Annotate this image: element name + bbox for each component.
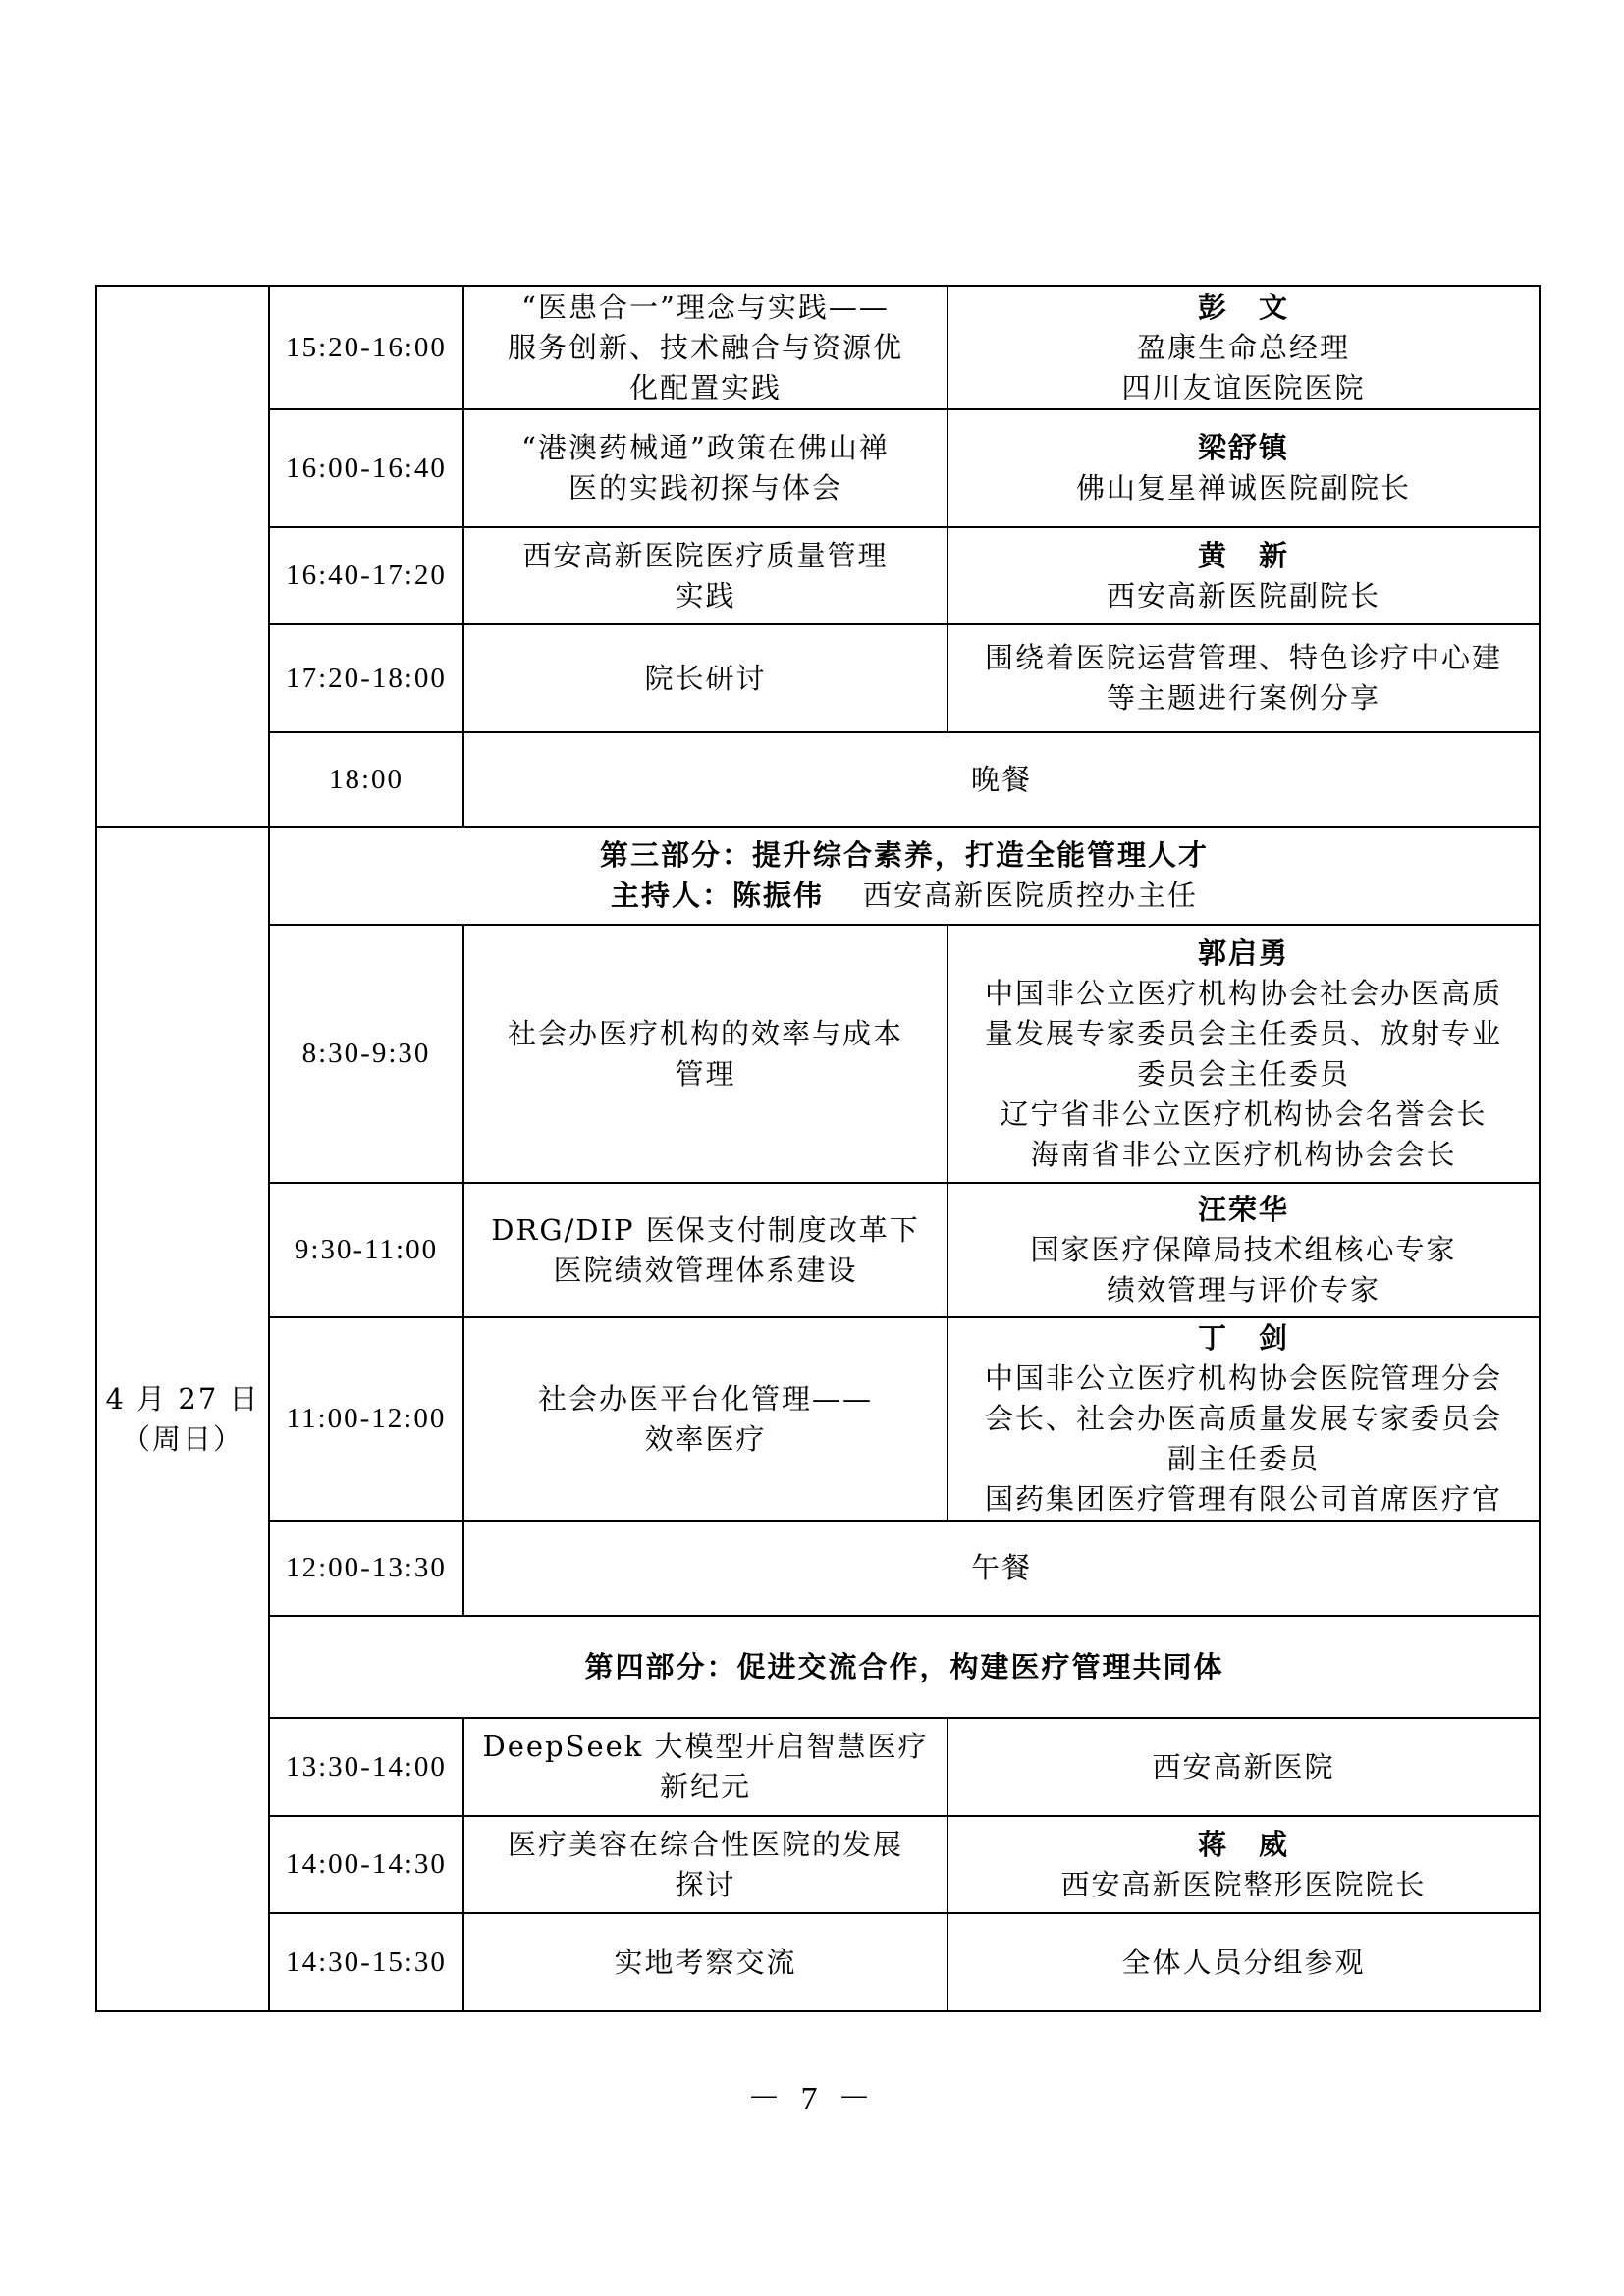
time-cell: 16:00-16:40 (269, 409, 463, 527)
speaker-cell: 郭启勇 中国非公立医疗机构协会社会办医高质 量发展专家委员会主任委员、放射专业 委员会主任委员 辽宁省非公立医疗机构协会名誉会长 海南省非公立医疗机构协会会长 (947, 925, 1540, 1183)
table-row (96, 732, 1540, 827)
table-row (96, 1816, 1540, 1913)
topic-cell: 西安高新医院医疗质量管理 实践 (463, 527, 947, 624)
topic-cell: 实地考察交流 (463, 1913, 947, 2011)
speaker-name: 郭启勇 (1197, 935, 1289, 970)
table-row (96, 925, 1540, 1183)
topic-cell: DeepSeek 大模型开启智慧医疗 新纪元 (463, 1718, 947, 1816)
host-title: 西安高新医院质控办主任 (863, 879, 1199, 912)
meal-cell: 午餐 (463, 1521, 1540, 1616)
section-title: 第三部分：提升综合素养，打造全能管理人才 (599, 838, 1209, 872)
host-label: 主持人：陈振伟 (610, 879, 824, 912)
speaker-name: 汪荣华 (1197, 1193, 1289, 1226)
section-row (96, 1616, 1540, 1718)
time-cell: 13:30-14:00 (269, 1718, 463, 1816)
speaker-name: 彭 文 (1197, 290, 1289, 324)
time-cell: 16:40-17:20 (269, 527, 463, 624)
speaker-cell: 黄 新 西安高新医院副院长 (947, 527, 1540, 624)
table-row (96, 1521, 1540, 1616)
time-cell: 17:20-18:00 (269, 624, 463, 732)
topic-cell: 医疗美容在综合性医院的发展 探讨 (463, 1816, 947, 1913)
speaker-cell: 全体人员分组参观 (947, 1913, 1540, 2011)
weekday-label: （周日） (121, 1421, 244, 1456)
topic-cell: “港澳药械通”政策在佛山禅 医的实践初探与体会 (463, 409, 947, 527)
section-header (269, 827, 1540, 925)
table-row (96, 624, 1540, 732)
time-cell: 14:00-14:30 (269, 1816, 463, 1913)
speaker-cell: 蒋 威 西安高新医院整形医院院长 (947, 1816, 1540, 1913)
section-title: 第四部分：促进交流合作，构建医疗管理共同体 (584, 1649, 1224, 1683)
speaker-cell: 汪荣华 国家医疗保障局技术组核心专家 绩效管理与评价专家 (947, 1183, 1540, 1317)
section-row (96, 827, 1540, 925)
speaker-cell: 彭 文 盈康生命总经理 四川友谊医院医院 (947, 286, 1540, 409)
speaker-name: 梁舒镇 (1197, 431, 1289, 464)
table-row (96, 1718, 1540, 1816)
table-row (96, 409, 1540, 527)
date-cell (96, 827, 269, 2011)
speaker-name: 丁 剑 (1197, 1321, 1289, 1355)
table-row (96, 1913, 1540, 2011)
time-cell: 15:20-16:00 (269, 286, 463, 409)
page-number: － 7 － (747, 2081, 877, 2117)
topic-cell: 社会办医平台化管理—— 效率医疗 (463, 1317, 947, 1521)
table-row (96, 1317, 1540, 1521)
date-cell-empty (96, 286, 269, 827)
topic-cell: DRG/DIP 医保支付制度改革下 医院绩效管理体系建设 (463, 1183, 947, 1317)
time-cell: 8:30-9:30 (269, 925, 463, 1183)
time-cell: 9:30-11:00 (269, 1183, 463, 1317)
table-row (96, 527, 1540, 624)
speaker-cell: 梁舒镇 佛山复星禅诚医院副院长 (947, 409, 1540, 527)
topic-cell: 社会办医疗机构的效率与成本 管理 (463, 925, 947, 1183)
table-row (96, 286, 1540, 409)
time-cell: 12:00-13:30 (269, 1521, 463, 1616)
topic-cell: 院长研讨 (463, 624, 947, 732)
speaker-cell: 西安高新医院 (947, 1718, 1540, 1816)
speaker-cell: 围绕着医院运营管理、特色诊疗中心建 等主题进行案例分享 (947, 624, 1540, 732)
date-label: 4 月 27 日 (105, 1381, 260, 1415)
section-header (269, 1616, 1540, 1718)
topic-cell: “医患合一”理念与实践—— 服务创新、技术融合与资源优 化配置实践 (463, 286, 947, 409)
time-cell: 18:00 (269, 732, 463, 827)
meal-cell: 晚餐 (463, 732, 1540, 827)
schedule-table (95, 285, 1541, 2012)
table-row (96, 1183, 1540, 1317)
speaker-name: 蒋 威 (1197, 1827, 1289, 1861)
time-cell: 11:00-12:00 (269, 1317, 463, 1521)
speaker-cell: 丁 剑 中国非公立医疗机构协会医院管理分会 会长、社会办医高质量发展专家委员会 副主任委员 国药集团医疗管理有限公司首席医疗官 (947, 1317, 1540, 1521)
time-cell: 14:30-15:30 (269, 1913, 463, 2011)
speaker-name: 黄 新 (1197, 538, 1289, 572)
